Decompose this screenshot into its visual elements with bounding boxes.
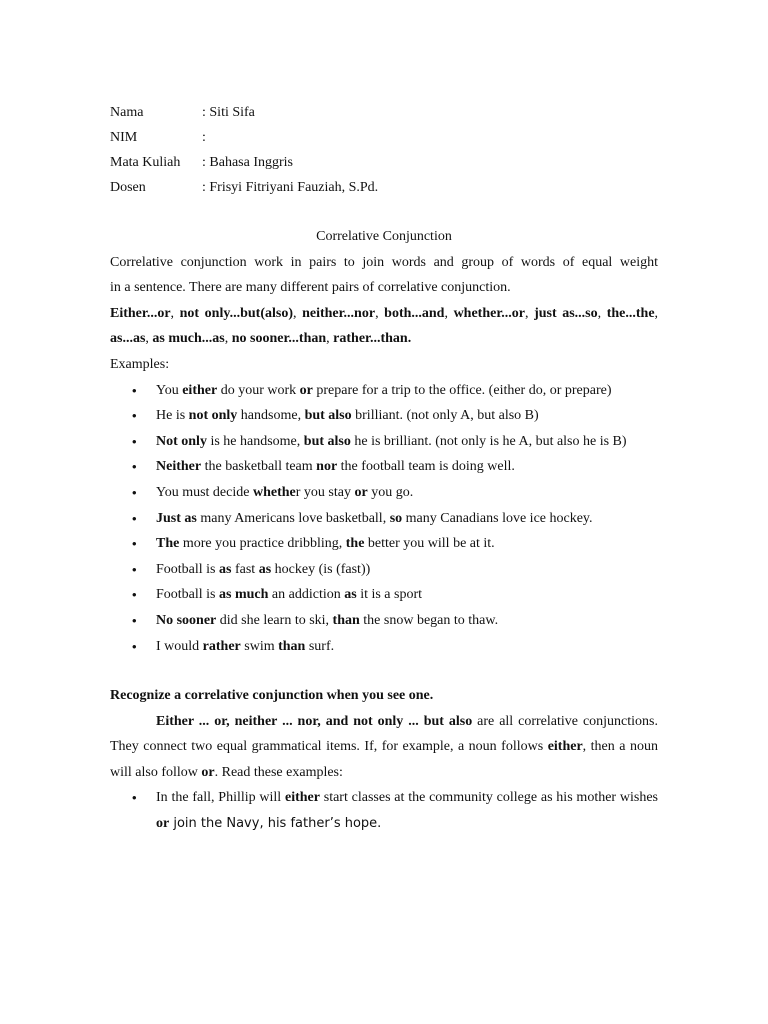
document-title: Correlative Conjunction bbox=[316, 229, 452, 244]
separator: , bbox=[145, 331, 153, 347]
pair-term: as...as bbox=[110, 331, 146, 347]
example-item: • You either do your work or prepare for a trip to the office. (either do, or prepare) bbox=[110, 378, 658, 404]
header-value: : bbox=[202, 130, 206, 145]
pair-term: as much...as bbox=[152, 331, 225, 347]
separator: , bbox=[326, 331, 334, 347]
pair-term: Either...or bbox=[110, 305, 171, 321]
example-item: • No sooner did she learn to ski, than the snow began to thaw. bbox=[110, 608, 658, 634]
header-block bbox=[110, 100, 658, 200]
example-item: • In the fall, Phillip will either start classes at the community college as his mother wishes or join the Navy, his father’s hope. bbox=[110, 785, 658, 836]
example-item: • Not only is he handsome, but also he is brilliant. (not only is he A, but also he is B) bbox=[110, 429, 658, 455]
section-paragraph: Either ... or, neither ... nor, and not only ... but also are all correlative conjunctions. They connect two equal grammatical items. If, for example, a noun follows either, then a noun will also follow or. Read these examples: bbox=[110, 713, 658, 780]
example-item: • Football is as much an addiction as it is a sport bbox=[110, 582, 658, 608]
separator: , bbox=[224, 331, 232, 347]
separator: , bbox=[292, 305, 303, 321]
separator: , bbox=[375, 305, 385, 321]
intro-line-2: in a sentence. There are many different pairs of correlative conjunction. bbox=[110, 280, 511, 296]
example-item: • The more you practice dribbling, the better you will be at it. bbox=[110, 531, 658, 557]
separator: , bbox=[654, 305, 659, 321]
header-value: : Frisyi Fitriyani Fauziah, S.Pd. bbox=[202, 180, 379, 195]
example-item: • Football is as fast as hockey (is (fast)) bbox=[110, 557, 658, 583]
separator: , bbox=[524, 305, 535, 321]
pair-term: rather...than. bbox=[333, 331, 412, 347]
example-item: • You must decide whether you stay or you go. bbox=[110, 480, 658, 506]
separator: , bbox=[597, 305, 602, 321]
pair-term: the...the bbox=[606, 305, 655, 321]
example-item: • I would rather swim than surf. bbox=[110, 634, 658, 660]
header-row-mata-kuliah bbox=[110, 150, 658, 175]
pair-term: both...and bbox=[384, 305, 445, 321]
header-value: : Siti Sifa bbox=[202, 105, 255, 120]
separator: , bbox=[444, 305, 454, 321]
header-value: : Bahasa Inggris bbox=[202, 155, 293, 170]
header-label: Mata Kuliah bbox=[110, 155, 181, 170]
document-body bbox=[110, 100, 658, 837]
header-label: NIM bbox=[110, 130, 138, 145]
pair-term: not only...but(also) bbox=[179, 305, 293, 321]
header-row-nama bbox=[110, 100, 658, 125]
example-item: • Neither the basketball team nor the football team is doing well. bbox=[110, 454, 658, 480]
section-examples-list bbox=[110, 785, 658, 836]
header-label: Nama bbox=[110, 105, 144, 120]
examples-label: Examples: bbox=[110, 356, 170, 372]
example-item: • He is not only handsome, but also brilliant. (not only A, but also B) bbox=[110, 403, 658, 429]
example-item: • Just as many Americans love basketball, so many Canadians love ice hockey. bbox=[110, 506, 658, 532]
conjunction-pairs-list bbox=[110, 301, 658, 352]
intro-line-1: Correlative conjunction work in pairs to join words and group of words of equal weight bbox=[110, 254, 658, 270]
separator: , bbox=[170, 305, 180, 321]
pair-term: neither...nor bbox=[302, 305, 376, 321]
pair-term: no sooner...than bbox=[231, 331, 327, 347]
header-label: Dosen bbox=[110, 180, 146, 195]
pair-term: just as...so bbox=[534, 305, 598, 321]
section-heading: Recognize a correlative conjunction when you see one. bbox=[110, 688, 434, 704]
header-row-nim bbox=[110, 125, 658, 150]
header-row-dosen bbox=[110, 175, 658, 200]
examples-list bbox=[110, 378, 658, 660]
pair-term: whether...or bbox=[453, 305, 525, 321]
